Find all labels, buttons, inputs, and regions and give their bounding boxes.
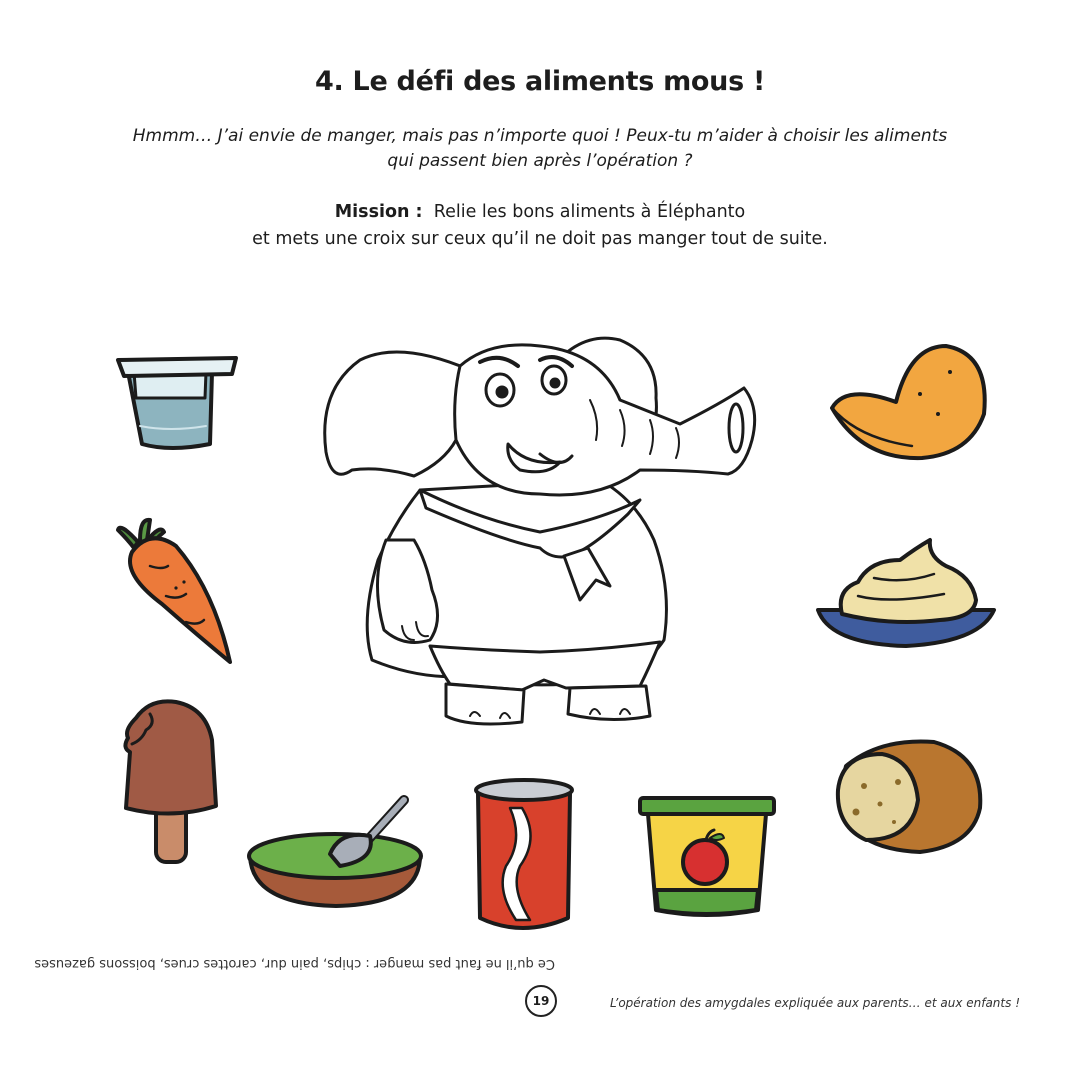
footer-text: L’opération des amygdales expliquée aux parents… et aux enfants ! — [610, 996, 1020, 1010]
soda-can-icon — [476, 780, 572, 928]
upside-down-answer: Ce qu’il ne faut pas manger : chips, pain dur, carottes crues, boissons gazeuses — [34, 956, 555, 971]
mission-line-2: et mets une croix sur ceux qu’il ne doit pas manger tout de suite. — [252, 229, 828, 249]
applesauce-jar-icon — [640, 798, 774, 915]
mission-instruction-1: Relie les bons aliments à Éléphanto — [433, 202, 746, 222]
ice-cream-bar-icon — [125, 701, 216, 862]
page-number-label: 19 — [532, 994, 550, 1008]
intro-line-2: qui passent bien après l’opération ? — [387, 151, 693, 171]
potato-chip-icon — [832, 346, 985, 458]
mission-label: Mission : — [334, 202, 423, 222]
yogurt-cup-icon — [118, 358, 236, 448]
bread-roll-icon — [838, 742, 980, 853]
carrot-icon — [118, 520, 230, 662]
soup-bowl-icon — [249, 800, 421, 906]
intro-line-1: Hmmm… J’ai envie de manger, mais pas n’importe quoi ! Peux-tu m’aider à choisir les aliments — [132, 126, 948, 146]
page-number — [525, 985, 557, 1017]
page-title: 4. Le défi des aliments mous ! — [315, 66, 765, 97]
elephant-character — [325, 338, 755, 724]
mashed-potato-bowl-icon — [818, 540, 994, 646]
